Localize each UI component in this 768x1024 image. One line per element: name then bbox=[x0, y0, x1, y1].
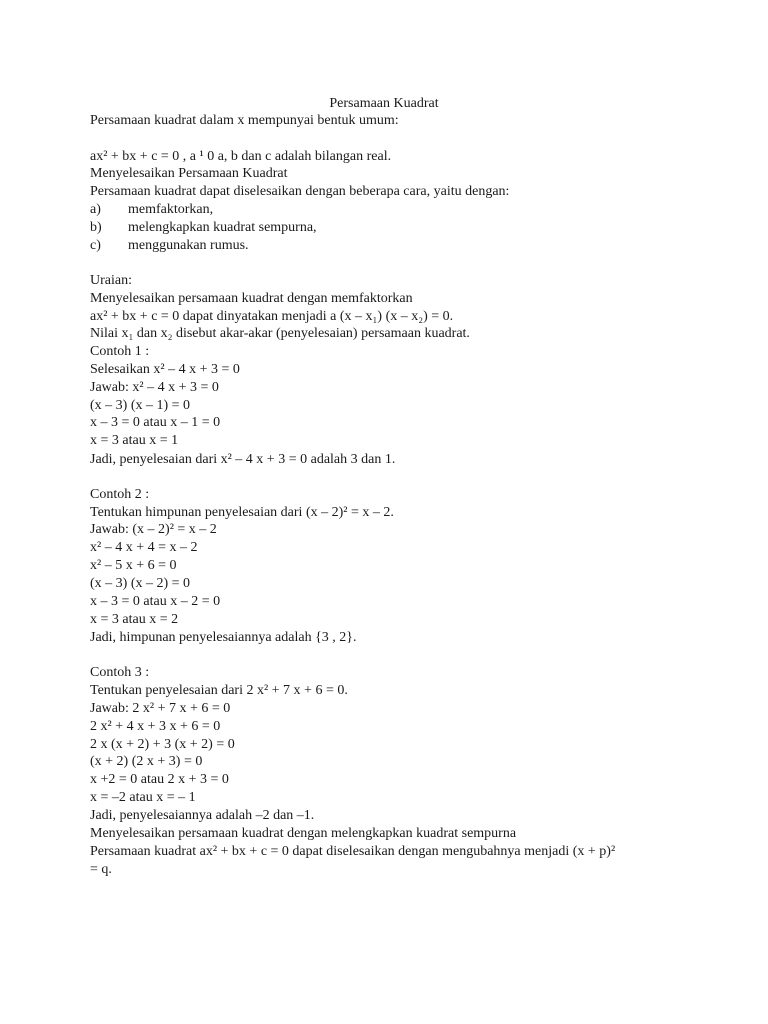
method-marker: c) bbox=[90, 238, 101, 253]
example-line: x = 3 atau x = 1 bbox=[90, 433, 179, 448]
methods-intro: Persamaan kuadrat dapat diselesaikan dengan beberapa cara, yaitu dengan: bbox=[90, 184, 510, 199]
method-item bbox=[90, 219, 317, 237]
example-line: Tentukan himpunan penyelesaian dari (x – 2)² = x – 2. bbox=[90, 505, 394, 520]
factoring-heading: Menyelesaikan persamaan kuadrat dengan memfaktorkan bbox=[90, 291, 413, 306]
method-marker: b) bbox=[90, 220, 102, 235]
intro-text: Persamaan kuadrat dalam x mempunyai bentuk umum: bbox=[90, 113, 399, 128]
example-line: Jawab: (x – 2)² = x – 2 bbox=[90, 522, 217, 537]
method-text: melengkapkan kuadrat sempurna, bbox=[128, 220, 317, 235]
example-line: (x – 3) (x – 2) = 0 bbox=[90, 576, 191, 591]
uraian-label: Uraian: bbox=[90, 273, 132, 288]
example-conclusion: Jadi, penyelesaiannya adalah –2 dan –1. bbox=[90, 808, 315, 823]
method-item bbox=[90, 237, 249, 255]
factoring-form: ax² + bx + c = 0 dapat dinyatakan menjadi a (x – x₁) (x – x₂) = 0. bbox=[90, 309, 454, 324]
example-conclusion: Jadi, penyelesaian dari x² – 4 x + 3 = 0 adalah 3 dan 1. bbox=[90, 452, 396, 467]
example-line: x² – 5 x + 6 = 0 bbox=[90, 558, 177, 573]
example-line: x +2 = 0 atau 2 x + 3 = 0 bbox=[90, 772, 229, 787]
method-item bbox=[90, 201, 214, 219]
method-text: menggunakan rumus. bbox=[128, 238, 249, 253]
example-line: (x – 3) (x – 1) = 0 bbox=[90, 398, 191, 413]
example-line: x = 3 atau x = 2 bbox=[90, 612, 179, 627]
example-line: x – 3 = 0 atau x – 2 = 0 bbox=[90, 594, 221, 609]
example-line: Jawab: x² – 4 x + 3 = 0 bbox=[90, 380, 219, 395]
document-title: Persamaan Kuadrat bbox=[329, 96, 439, 111]
example-line: Tentukan penyelesaian dari 2 x² + 7 x + 6 = 0. bbox=[90, 683, 348, 698]
example-line: x – 3 = 0 atau x – 1 = 0 bbox=[90, 415, 221, 430]
example-line: x = –2 atau x = – 1 bbox=[90, 790, 196, 805]
example-line: Selesaikan x² – 4 x + 3 = 0 bbox=[90, 362, 240, 377]
method-marker: a) bbox=[90, 202, 101, 217]
method-text: memfaktorkan, bbox=[128, 202, 214, 217]
example-label: Contoh 2 : bbox=[90, 487, 150, 502]
roots-note: Nilai x₁ dan x₂ disebut akar-akar (penyelesaian) persamaan kuadrat. bbox=[90, 326, 470, 341]
completing-square-text-continued: = q. bbox=[90, 862, 112, 877]
completing-square-heading: Menyelesaikan persamaan kuadrat dengan melengkapkan kuadrat sempurna bbox=[90, 826, 517, 841]
example-line: (x + 2) (2 x + 3) = 0 bbox=[90, 754, 203, 769]
completing-square-text: Persamaan kuadrat ax² + bx + c = 0 dapat diselesaikan dengan mengubahnya menjadi (x + p)² bbox=[90, 844, 616, 859]
example-line: Jawab: 2 x² + 7 x + 6 = 0 bbox=[90, 701, 231, 716]
general-form-equation: ax² + bx + c = 0 , a ¹ 0 a, b dan c adalah bilangan real. bbox=[90, 149, 392, 164]
example-conclusion: Jadi, himpunan penyelesaiannya adalah {3 , 2}. bbox=[90, 630, 357, 645]
example-label: Contoh 1 : bbox=[90, 344, 150, 359]
example-line: x² – 4 x + 4 = x – 2 bbox=[90, 540, 198, 555]
example-line: 2 x² + 4 x + 3 x + 6 = 0 bbox=[90, 719, 221, 734]
example-line: 2 x (x + 2) + 3 (x + 2) = 0 bbox=[90, 737, 235, 752]
section-heading: Menyelesaikan Persamaan Kuadrat bbox=[90, 166, 288, 181]
example-label: Contoh 3 : bbox=[90, 665, 150, 680]
